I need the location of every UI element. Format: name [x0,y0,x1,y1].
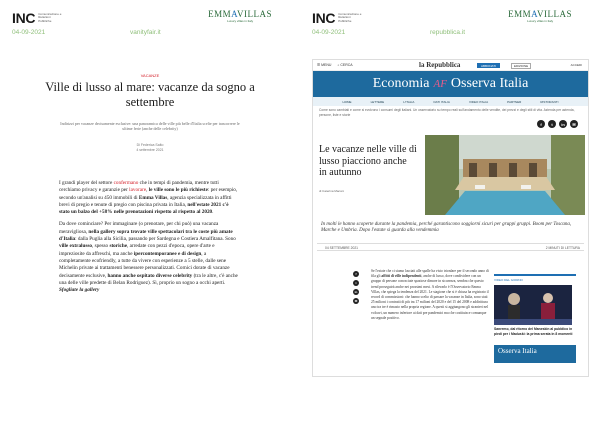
inc-logo-text: INC [312,10,336,26]
emma-villas-tagline: Luxury villas in Italy [227,19,254,23]
inc-logo-text: INC [12,10,36,26]
inc-logo-subtitle: Comunicazione e Relazioni Pubbliche [38,11,62,23]
article-hero [313,131,588,217]
email-icon[interactable]: ✉ [570,120,578,128]
sidebar-footer-banner: Osserva Italia [494,345,576,363]
subscribe-button[interactable]: ABBONATI [477,63,500,68]
article-link-confermano[interactable]: confermano [113,180,139,186]
article-author: Di Federica Salto [136,143,164,147]
site-topbar [313,60,588,71]
search-button[interactable]: ⌕ CERCA [337,63,353,67]
villa-pool-photo [425,135,585,215]
section-description: Come sono cambiati e come si evolvono i consumi degli italiani. Un osservatorio su tempo reali sull'andamento delle vendite, dei prezzi e degli stili di vita. Azienda per azienda, persone, liste e storie [319,108,575,117]
video-sidebar [494,274,576,363]
nav-item[interactable]: LETTERE [370,99,385,104]
nav-item[interactable]: L'ITALIA [403,99,415,104]
article-paragraph-2: Da dove cominciare? Per immaginare (o prenotare, per chi può) una vacanza meravigliosa, nella gallery sopra trovate ville spettacolari tra le coste più amate d'Italia: dalla Puglia alla Sicilia, passando per Sardegna e Costiera Amalfitana. Sono ville extralusso, spesso storiche, arredate con pezzi d'epoca, opere d'arte e impreziosite da affreschi, ma anche ipercontemporanee e di design, a completamente ecofriendly, a tutte da vivere con esperienze a 5 stelle, dalle sene Michelin private ai trattamenti benessere personalizzati. Cornici dorate di vacanze decisamente esclusive, hanno anche ospitato diverse celebrity (tra le altre, c'è anche una delle ville predette di Belan Rodriguez). Sì, proprio un sogno a occhi aperti. Sfogliate la gallery [59,221,238,294]
hero-title: Le vacanze nelle ville di lusso piacciono anche in autunno di Caterina Maconi [313,131,421,217]
linkedin-icon[interactable]: in [559,120,567,128]
article-byline [0,143,300,153]
nav-item[interactable]: RISTORANTI [540,99,559,104]
section-banner: Economia AF Osserva Italia [313,71,588,97]
article-paragraph-1: I grandi player del settore confermano che in tempi di pandemia, mentre tutti cerchiamo privacy e garanzie per lavorare, le ville sono le più richieste: per esempio, secondo un'analisi su 450 immobili di Emma Villas, agenzia specializzata in affitti brevi di pregio e tenute di pregio con piscina privata in Italia, nell'estate 2021 c'è stato un balzo del +58% nelle prenotazioni rispetto al rispetto al 2020. [59,180,238,216]
article-lead: In molti le hanno scoperte durante la pandemia, perché garantiscono soggiorni sicuri per gruppi gruppi. Boom per Toscana, Marche e Umbria. Dopo l'estate si guarda alla vendemmia [321,222,572,234]
article-text: Se l'estate che ci siamo lasciati alle spalle ha visto trionfare per il secondo anno di fila gli affitti di ville indipendenti, anche di lusso, dove condividere con un gruppo di persone conosciute spaziose dimore in sicurezza, sembra che questo trend proseguirà anche nei prossimi mesi. A rilevarlo è l'Osservatorio Emma Villas, che spiega la tendenza del 2021. Le stagione che si è chiusa ha registrato il record di commissioni: che hanno scelto di passare la vacanze in Italia, sono stati 25 milioni i contratti di più tra 17 milioni del 2020 e del 15 del 2008 e addirittura uno tra tre è rimasto nella propria regione. A questi si aggiungono gli stranieri nel volcavi, un numero inferiore ai dati pre pandemici ma che costituisce comunque un segnale positivo. [371,269,489,320]
edition-button[interactable]: EDIZIONE [511,63,531,69]
clipping-source: repubblica.it [430,29,466,36]
email-icon[interactable]: ✉ [354,299,358,303]
inc-logo-subtitle: Comunicazione e Relazioni Pubbliche [338,11,362,23]
emma-villas-logo [508,9,572,23]
linkedin-icon[interactable]: in [354,290,358,294]
nav-item[interactable]: HOME [342,99,352,104]
section-nav [313,97,588,106]
share-bar [313,117,588,131]
inc-logo [312,10,364,26]
article-date: 4 settembre 2021 [136,148,164,152]
site-logo[interactable]: la Repubblica [419,61,461,69]
nav-item[interactable]: PARTNER [507,99,522,104]
video-caption[interactable]: Sanremo, dal ritorno del Maneskin al pubblico in piedi per i Maduski: la prima serata in 8 momenti [494,327,573,336]
menu-button[interactable]: ☰ MENU [317,63,332,67]
clipping-date: 04-09-2021 [312,29,346,36]
article-dateline: 04 SETTEMBRE 2021 2 MINUTI DI LETTURA [317,243,584,251]
emma-villas-name: EMMAVILLAS [208,9,272,19]
emma-villas-logo [208,9,272,23]
vertical-share-bar [353,271,359,304]
article-link-lavorare[interactable]: lavorare [129,187,147,194]
sidebar-label: VIDEO DEL GIORNO [494,274,576,282]
reading-time: 2 MINUTI DI LETTURA [545,246,580,250]
repubblica-screenshot [312,59,589,377]
facebook-icon[interactable]: f [537,120,545,128]
twitter-icon[interactable]: t [353,280,359,286]
emma-villas-tagline: Luxury villas in Italy [527,19,554,23]
clipping-date: 04-09-2021 [12,29,46,36]
video-thumbnail[interactable] [494,285,572,325]
twitter-icon[interactable]: t [548,120,556,128]
article-category: VACANZE [140,73,160,78]
article-subtitle: Indirizzi per vacanze decisamente esclusive: una panoramica delle ville più belle d'Italia scelte per trascorrere le ultime ferie (anche delle celebrity) [60,121,240,132]
clipping-source: vanityfair.it [130,29,161,36]
hero-byline: di Caterina Maconi [319,188,345,193]
facebook-icon[interactable]: f [353,271,359,277]
article-body [59,180,239,299]
nav-item[interactable]: DATI ITALIA [433,99,450,104]
emma-villas-name: EMMAVILLAS [508,9,572,19]
inc-logo [12,10,64,26]
article-title: Ville di lusso al mare: vacanze da sogno a settembre [45,80,255,109]
account-button[interactable]: ACCEDI [570,63,582,67]
nav-item[interactable]: VIDEO ITALIA [468,99,489,104]
article-columns [313,265,588,376]
